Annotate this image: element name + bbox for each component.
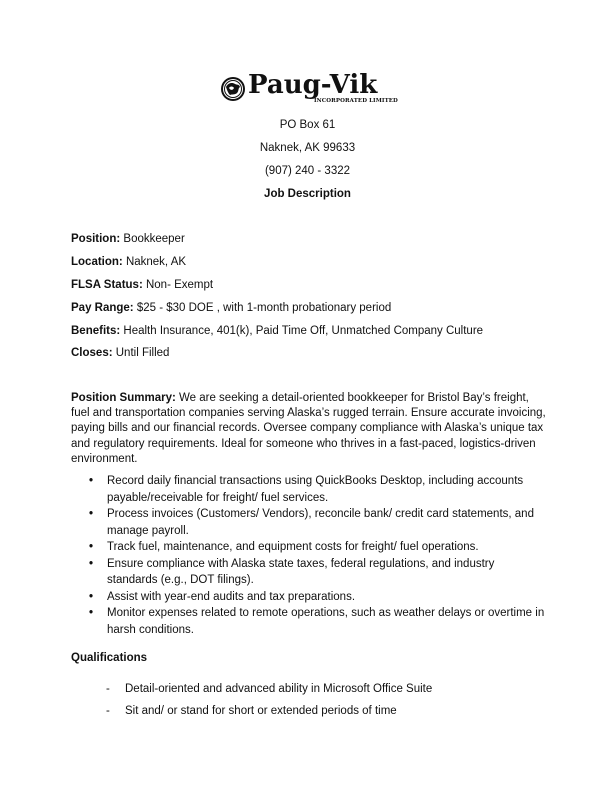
dash-icon: - bbox=[106, 683, 110, 695]
address-line-2: Naknek, AK 99633 bbox=[259, 142, 356, 154]
qualification-text: Detail-oriented and advanced ability in Microsoft Office Suite bbox=[125, 683, 433, 695]
field-value: Until Filled bbox=[112, 347, 170, 359]
field-position bbox=[71, 232, 185, 246]
summary-text: We are seeking a detail-oriented bookkeeper for Bristol Bay’s freight, fuel and transportation companies serving Alaska’s rugged terrain. Ensure accurate invoicing, paying bills and our financial records. Oversee company compliance with Alaska’s unique tax and regulatory requirements. Ideal for someone who thrives in a fast-paced, logistics-driven environment. bbox=[71, 392, 546, 465]
list-item bbox=[87, 556, 547, 589]
field-benefits bbox=[71, 324, 483, 338]
field-label: Pay Range: bbox=[71, 302, 134, 314]
list-item bbox=[87, 539, 547, 556]
field-location bbox=[71, 255, 186, 269]
logo-name: Paug-Vik bbox=[248, 70, 378, 100]
company-logo bbox=[220, 72, 400, 110]
list-item bbox=[104, 704, 432, 718]
field-pay-range bbox=[71, 301, 391, 315]
document-title: Job Description bbox=[264, 188, 351, 200]
field-flsa-status bbox=[71, 278, 213, 292]
duty-text: Ensure compliance with Alaska state taxes, federal regulations, and industry standards (e.g., DOT filings). bbox=[107, 557, 495, 586]
field-label: Position: bbox=[71, 233, 121, 245]
duty-text: Track fuel, maintenance, and equipment costs for freight/ fuel operations. bbox=[107, 541, 479, 553]
address-line-1: PO Box 61 bbox=[279, 119, 336, 131]
list-item bbox=[87, 589, 547, 606]
logo-tagline: INCORPORATED LIMITED bbox=[314, 98, 398, 104]
globe-seal-icon bbox=[220, 76, 246, 102]
bullet-icon: • bbox=[89, 475, 94, 487]
bullet-icon: • bbox=[89, 541, 94, 553]
field-value: $25 - $30 DOE , with 1-month probationary period bbox=[133, 302, 392, 314]
summary-label: Position Summary: bbox=[71, 392, 176, 404]
duty-text: Assist with year-end audits and tax preparations. bbox=[107, 590, 356, 603]
duty-text: Monitor expenses related to remote operations, such as weather delays or overtime in harsh conditions. bbox=[107, 607, 545, 636]
field-label: Benefits: bbox=[71, 325, 121, 337]
bullet-icon: • bbox=[89, 557, 94, 570]
list-item bbox=[104, 682, 432, 696]
bullet-icon: • bbox=[89, 607, 94, 619]
field-label: FLSA Status: bbox=[71, 279, 143, 291]
list-item bbox=[87, 605, 547, 638]
field-closes bbox=[71, 346, 169, 360]
duties-list bbox=[87, 473, 547, 638]
list-item bbox=[87, 506, 547, 539]
qualifications-list bbox=[104, 682, 432, 718]
field-label: Closes: bbox=[71, 347, 113, 359]
bullet-icon: • bbox=[89, 508, 94, 520]
phone-number: (907) 240 - 3322 bbox=[264, 165, 351, 177]
duty-text: Record daily financial transactions using QuickBooks Desktop, including accounts payable/receivable for freight/ fuel services. bbox=[107, 475, 524, 504]
position-summary bbox=[71, 391, 546, 467]
field-value: Naknek, AK bbox=[122, 256, 187, 268]
field-value: Bookkeeper bbox=[120, 233, 185, 245]
dash-icon: - bbox=[106, 705, 110, 717]
field-value: Health Insurance, 401(k), Paid Time Off, Unmatched Company Culture bbox=[120, 325, 484, 337]
list-item bbox=[87, 473, 547, 506]
bullet-icon: • bbox=[89, 590, 94, 603]
field-label: Location: bbox=[71, 256, 123, 268]
qualification-text: Sit and/ or stand for short or extended periods of time bbox=[125, 705, 397, 717]
duty-text: Process invoices (Customers/ Vendors), reconcile bank/ credit card statements, and manage payroll. bbox=[107, 508, 534, 537]
qualifications-title: Qualifications bbox=[71, 652, 148, 664]
field-value: Non- Exempt bbox=[142, 279, 214, 291]
